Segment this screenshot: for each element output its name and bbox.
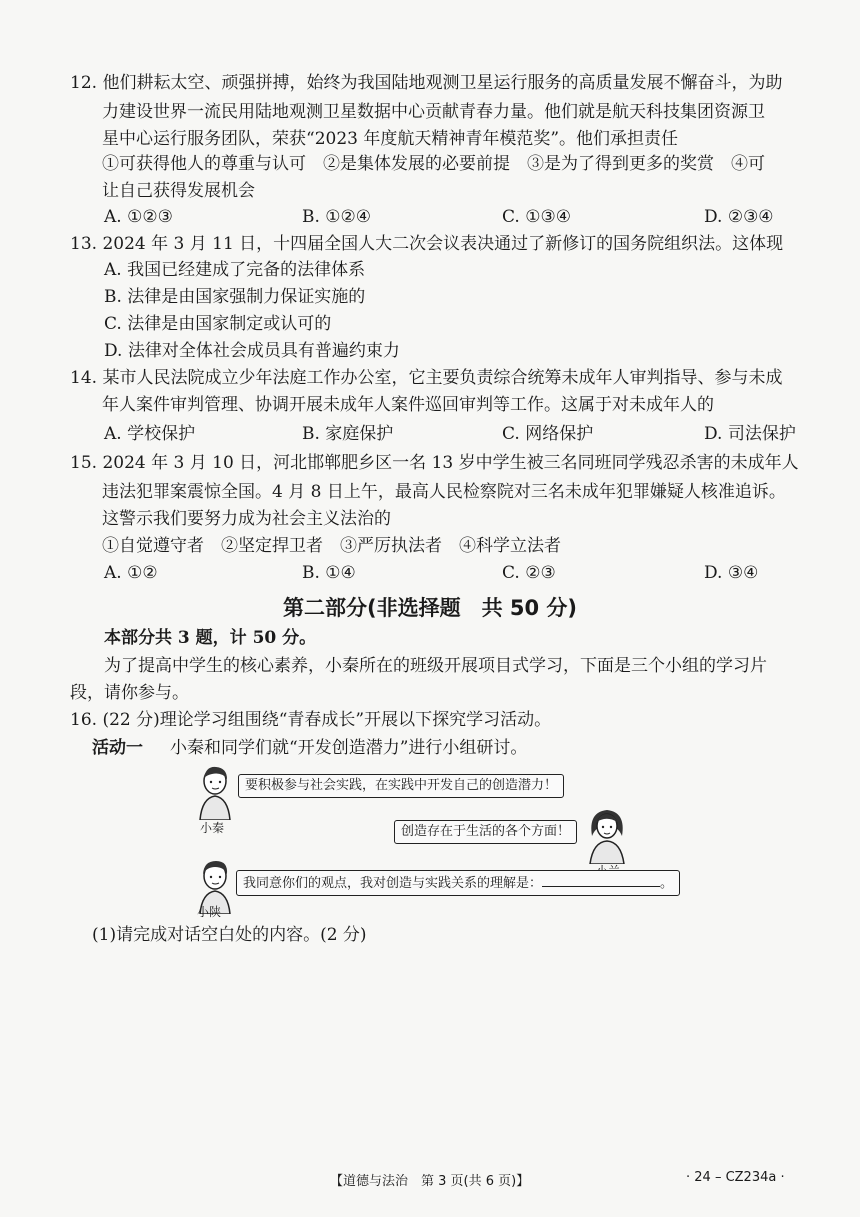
q12-option-b: B. ①②④ [302, 207, 372, 227]
xiaoshan-speech-end: 。 [660, 876, 674, 891]
part2-intro-line: 为了提高中学生的核心素养，小秦所在的班级开展项目式学习，下面是三个小组的学习片 [104, 656, 767, 676]
q15-stem-line: 这警示我们要努力成为社会主义法治的 [102, 509, 391, 529]
xiaoshan-speech-text: 我同意你们的观点，我对创造与实践关系的理解是： [243, 876, 543, 891]
q12-stem-line: 星中心运行服务团队，荣获“2023 年度航天精神青年模范奖”。他们承担责任 [102, 129, 679, 149]
xiaolan-figure-icon [584, 806, 630, 864]
q14-option-b: B. 家庭保护 [302, 424, 394, 444]
q15-option-d: D. ③④ [704, 563, 759, 583]
q12-option-d: D. ②③④ [704, 207, 774, 227]
xiaoqin-speech-bubble: 要积极参与社会实践，在实践中开发自己的创造潜力！ [238, 774, 564, 798]
q15-items: ①自觉遵守者 ②坚定捍卫者 ③严厉执法者 ④科学立法者 [102, 536, 561, 556]
q15-option-c: C. ②③ [502, 563, 556, 583]
xiaoqin-figure-icon [194, 764, 236, 820]
activity-text: 小秦和同学们就“开发创造潜力”进行小组研讨。 [170, 738, 528, 758]
q12-option-a: A. ①②③ [104, 207, 173, 227]
q15-stem-line: 违法犯罪案震惊全国。4 月 8 日上午，最高人民检察院对三名未成年犯罪嫌疑人核准追诉。 [102, 482, 786, 502]
q13-option-d: D. 法律对全体社会成员具有普遍约束力 [104, 341, 400, 361]
footer-page-info: 【道德与法治 第 3 页(共 6 页)】 [330, 1174, 530, 1189]
q13-option-a: A. 我国已经建成了完备的法律体系 [104, 260, 366, 280]
q12-stem-line: ①可获得他人的尊重与认可 ②是集体发展的必要前提 ③是为了得到更多的奖赏 ④可 [102, 154, 765, 174]
q14-stem-line: 年人案件审判管理、协调开展未成年人案件巡回审判等工作。这属于对未成年人的 [102, 395, 714, 415]
q14-option-d: D. 司法保护 [704, 424, 796, 444]
q15-stem-line: 15. 2024 年 3 月 10 日，河北邯郸肥乡区一名 13 岁中学生被三名同班同学残忍杀害的未成年人 [70, 453, 799, 473]
q16-sub1: (1)请完成对话空白处的内容。(2 分) [92, 925, 367, 945]
q16-stem: 16. (22 分)理论学习组围绕“青春成长”开展以下探究学习活动。 [70, 710, 552, 730]
q12-stem-line: 12. 他们耕耘太空、顽强拼搏，始终为我国陆地观测卫星运行服务的高质量发展不懈奋斗，为助 [70, 73, 783, 93]
q14-option-a: A. 学校保护 [104, 424, 196, 444]
activity-label: 活动一 [92, 738, 143, 758]
footer-code: · 24 – CZ234a · [686, 1170, 785, 1185]
xiaolan-speech-bubble: 创造存在于生活的各个方面！ [394, 820, 577, 844]
q12-stem-line: 力建设世界一流民用陆地观测卫星数据中心贡献青春力量。他们就是航天科技集团资源卫 [102, 102, 765, 122]
q15-option-b: B. ①④ [302, 563, 356, 583]
q15-option-a: A. ①② [104, 563, 158, 583]
answer-blank[interactable] [542, 872, 660, 887]
q12-option-c: C. ①③④ [502, 207, 571, 227]
xiaoshan-speech-bubble [236, 870, 680, 896]
q13-stem: 13. 2024 年 3 月 11 日，十四届全国人大二次会议表决通过了新修订的国务院组织法。这体现 [70, 234, 784, 254]
part2-title: 第二部分(非选择题 共 50 分) [282, 596, 578, 620]
part2-intro-line: 段，请你参与。 [70, 683, 189, 703]
q14-option-c: C. 网络保护 [502, 424, 594, 444]
part2-note: 本部分共 3 题，计 50 分。 [104, 628, 317, 648]
xiaoshan-name: 小陕 [197, 905, 222, 919]
q13-option-c: C. 法律是由国家制定或认可的 [104, 314, 332, 334]
q14-stem-line: 14. 某市人民法院成立少年法庭工作办公室，它主要负责综合统筹未成年人审判指导、参与未成 [70, 368, 783, 388]
xiaoqin-name: 小秦 [200, 821, 225, 835]
q12-stem-line: 让自己获得发展机会 [102, 181, 255, 201]
q13-option-b: B. 法律是由国家强制力保证实施的 [104, 287, 366, 307]
